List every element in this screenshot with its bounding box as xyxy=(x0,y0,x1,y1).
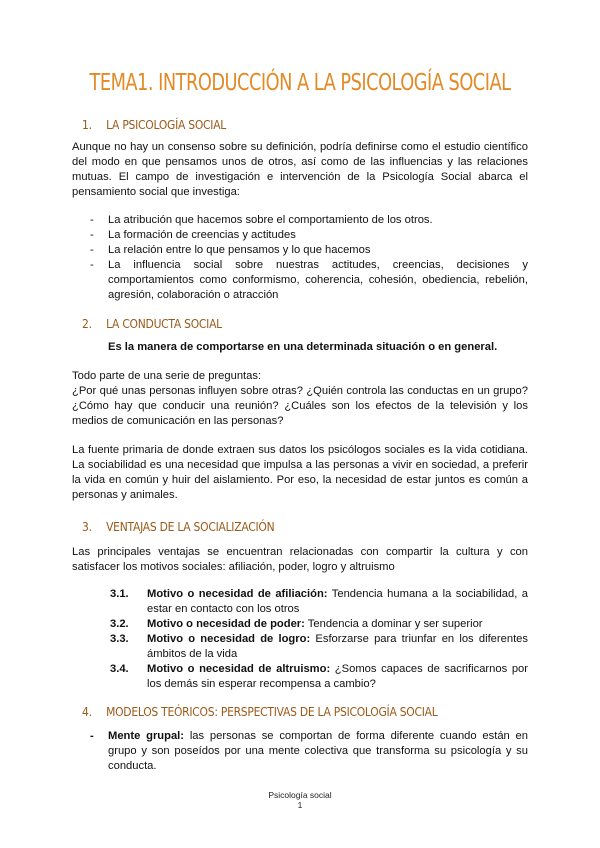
item-desc: Esforzarse para triunfar en los diferentes ámbitos de la vida xyxy=(147,633,528,660)
list-item xyxy=(110,617,528,632)
item-term: Motivo o necesidad de poder: xyxy=(147,618,305,630)
section-title: LA CONDUCTA SOCIAL xyxy=(106,316,222,331)
section-number: 3. xyxy=(82,519,92,534)
item-term: Motivo o necesidad de altruismo: xyxy=(147,663,331,675)
item-number: 3.1. xyxy=(110,588,129,600)
item-number: 3.4. xyxy=(110,663,129,675)
section-title: LA PSICOLOGÍA SOCIAL xyxy=(106,117,227,132)
section-3-intro: Las principales ventajas se encuentran relacionadas con compartir la cultura y con satisfacer los motivos sociales: afiliación, poder, logro y altruismo xyxy=(72,546,528,573)
item-desc: las personas se comportan de forma diferente cuando están en grupo y son poseídos por una mente colectiva que transforma su psicología y su conducta. xyxy=(108,730,528,772)
section-1-intro: Aunque no hay un consenso sobre su definición, podría definirse como el estudio científico del modo en que pensamos unos de otros, así como de las influencias y las relaciones mutuas. El campo de investigación e intervención de la Psicología Social abarca el pensamiento social que investiga: xyxy=(72,141,528,198)
page-title: TEMA1. INTRODUCCIÓN A LA PSICOLOGÍA SOCIAL xyxy=(89,70,511,96)
list-item xyxy=(110,662,528,692)
section-1-bullets xyxy=(90,213,528,303)
item-number: 3.2. xyxy=(110,618,129,630)
section-title: VENTAJAS DE LA SOCIALIZACIÓN xyxy=(106,519,275,534)
item-term: Motivo o necesidad de afiliación: xyxy=(147,588,328,600)
section-2-paragraph: La fuente primaria de donde extraen sus datos los psicólogos sociales es la vida cotidiana. La sociabilidad es una necesidad que impulsa a las personas a vivir en sociedad, a preferir la vida en común y huir del aislamiento. Por eso, la necesidad de estar juntos es común a personas y animales. xyxy=(72,444,528,501)
section-number: 1. xyxy=(82,117,92,132)
section-title: MODELOS TEÓRICOS: PERSPECTIVAS DE LA PSICOLOGÍA SOCIAL xyxy=(106,704,438,719)
list-item: - La influencia social sobre nuestras actitudes, creencias, decisiones y comportamientos como conformismo, coherencia, cohesión, obediencia, rebelión, agresión, colaboración o atracción xyxy=(90,258,528,303)
list-item xyxy=(110,587,528,617)
section-heading-3 xyxy=(82,519,274,534)
section-number: 4. xyxy=(82,704,92,719)
footer-label: Psicología social xyxy=(268,790,332,800)
section-heading-1 xyxy=(82,117,226,132)
section-number: 2. xyxy=(82,316,92,331)
item-desc: ¿Somos capaces de sacrificarnos por los demás sin esperar recompensa a cambio? xyxy=(147,663,528,690)
item-desc: Tendencia a dominar y ser superior xyxy=(304,618,483,630)
item-number: 3.3. xyxy=(110,633,129,645)
item-term: Motivo o necesidad de logro: xyxy=(147,633,311,645)
item-term: Mente grupal: xyxy=(108,730,185,742)
list-item xyxy=(110,632,528,662)
item-desc: Tendencia humana a la sociabilidad, a estar en contacto con los otros xyxy=(147,588,528,615)
page-number: 1 xyxy=(297,800,303,810)
list-item: - La relación entre lo que pensamos y lo que hacemos xyxy=(90,243,528,258)
section-heading-2 xyxy=(82,316,222,331)
list-item: - La formación de creencias y actitudes xyxy=(90,228,528,243)
list-item xyxy=(90,729,528,774)
section-heading-4 xyxy=(82,704,437,719)
conduct-definition: Es la manera de comportarse en una determinada situación o en general. xyxy=(108,341,498,353)
questions-text: ¿Por qué unas personas influyen sobre otras? ¿Quién controla las conductas en un grupo? ¿Cómo hay que conducir una reunión? ¿Cuáles son los efectos de la televisión y los medios de comunicación en las personas? xyxy=(72,385,528,427)
motives-list xyxy=(110,587,528,692)
models-list xyxy=(90,729,528,774)
questions-intro: Todo parte de una serie de preguntas: xyxy=(72,370,262,382)
list-item: - La atribución que hacemos sobre el comportamiento de los otros. xyxy=(90,213,528,228)
